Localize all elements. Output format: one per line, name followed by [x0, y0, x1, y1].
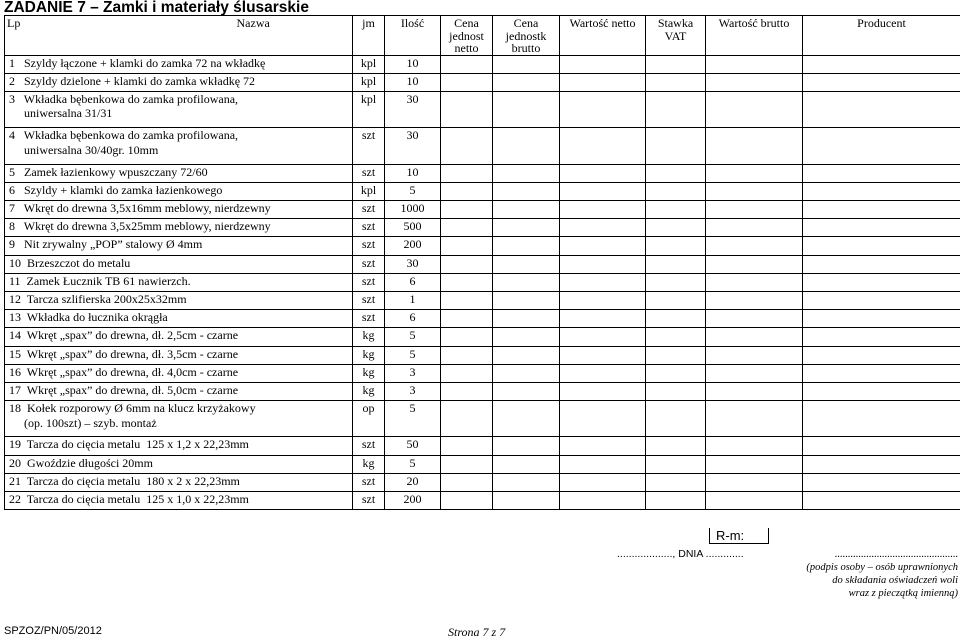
- item-unit-cell: kg: [353, 328, 385, 346]
- item-empty-cell: [493, 237, 560, 255]
- item-empty-cell: [706, 128, 803, 164]
- item-empty-cell: [441, 455, 493, 473]
- item-unit-cell: szt: [353, 201, 385, 219]
- header-jm: jm: [353, 16, 385, 56]
- item-empty-cell: [560, 273, 646, 291]
- signature-note-3: wraz z pieczątką imienną): [790, 587, 958, 600]
- header-lp: Lp: [7, 16, 20, 30]
- signature-note-2: do składania oświadczeń woli: [790, 574, 958, 587]
- item-empty-cell: [493, 455, 560, 473]
- table-row: [5, 328, 960, 346]
- item-empty-cell: [803, 273, 960, 291]
- header-cena-brutto: Cena jednostk brutto: [493, 16, 560, 56]
- item-empty-cell: [646, 164, 706, 182]
- item-empty-cell: [706, 382, 803, 400]
- header-stawka-vat: Stawka VAT: [646, 16, 706, 56]
- item-unit-cell: szt: [353, 437, 385, 455]
- table-row: [5, 401, 960, 437]
- item-empty-cell: [706, 182, 803, 200]
- item-quantity-cell: 10: [385, 73, 441, 91]
- table-row: [5, 382, 960, 400]
- item-empty-cell: [560, 473, 646, 491]
- item-empty-cell: [493, 291, 560, 309]
- header-wartosc-brutto: Wartość brutto: [706, 16, 803, 56]
- item-empty-cell: [646, 255, 706, 273]
- header-cena-netto: Cena jednost netto: [441, 16, 493, 56]
- item-empty-cell: [706, 255, 803, 273]
- item-unit-cell: szt: [353, 219, 385, 237]
- item-empty-cell: [441, 182, 493, 200]
- item-empty-cell: [646, 473, 706, 491]
- item-empty-cell: [441, 273, 493, 291]
- item-empty-cell: [493, 364, 560, 382]
- table-row: [5, 455, 960, 473]
- item-unit-cell: szt: [353, 237, 385, 255]
- document-title: ZADANIE 7 – Zamki i materiały ślusarskie: [4, 0, 309, 16]
- item-empty-cell: [803, 401, 960, 437]
- item-unit-cell: op: [353, 401, 385, 437]
- item-quantity-cell: 200: [385, 492, 441, 510]
- item-empty-cell: [560, 182, 646, 200]
- header-nazwa: Nazwa: [237, 17, 270, 30]
- item-empty-cell: [803, 164, 960, 182]
- item-quantity-cell: 5: [385, 401, 441, 437]
- item-empty-cell: [706, 473, 803, 491]
- item-empty-cell: [646, 237, 706, 255]
- item-empty-cell: [493, 182, 560, 200]
- item-unit-cell: kpl: [353, 91, 385, 127]
- table-row: [5, 273, 960, 291]
- signature-dots: ...............................................: [790, 548, 958, 561]
- item-empty-cell: [646, 310, 706, 328]
- item-empty-cell: [803, 55, 960, 73]
- item-empty-cell: [646, 437, 706, 455]
- item-empty-cell: [646, 273, 706, 291]
- items-body: [5, 55, 960, 510]
- item-empty-cell: [560, 91, 646, 127]
- item-empty-cell: [646, 455, 706, 473]
- table-row: [5, 201, 960, 219]
- item-empty-cell: [493, 128, 560, 164]
- item-quantity-cell: 20: [385, 473, 441, 491]
- item-empty-cell: [441, 164, 493, 182]
- item-name-cell: 15 Wkręt „spax” do drewna, dł. 3,5cm - czarne: [5, 346, 353, 364]
- item-quantity-cell: 500: [385, 219, 441, 237]
- item-empty-cell: [803, 182, 960, 200]
- item-quantity-cell: 1000: [385, 201, 441, 219]
- rm-label: R-m:: [709, 528, 769, 544]
- item-empty-cell: [803, 328, 960, 346]
- header-lp-nazwa: [5, 16, 353, 56]
- item-empty-cell: [441, 237, 493, 255]
- item-name-cell: 14 Wkręt „spax” do drewna, dł. 2,5cm - czarne: [5, 328, 353, 346]
- item-unit-cell: szt: [353, 492, 385, 510]
- item-empty-cell: [441, 364, 493, 382]
- footer-doc-code: SPZOZ/PN/05/2012: [4, 625, 102, 637]
- item-quantity-cell: 3: [385, 364, 441, 382]
- item-empty-cell: [493, 201, 560, 219]
- item-empty-cell: [560, 382, 646, 400]
- item-name-cell: 2 Szyldy dzielone + klamki do zamka wkładkę 72: [5, 73, 353, 91]
- item-empty-cell: [493, 219, 560, 237]
- item-empty-cell: [646, 401, 706, 437]
- item-name-cell: 6 Szyldy + klamki do zamka łazienkowego: [5, 182, 353, 200]
- item-unit-cell: kg: [353, 364, 385, 382]
- item-name-cell: 22 Tarcza do cięcia metalu 125 x 1,0 x 22,23mm: [5, 492, 353, 510]
- item-empty-cell: [441, 346, 493, 364]
- item-unit-cell: szt: [353, 310, 385, 328]
- item-empty-cell: [646, 55, 706, 73]
- item-empty-cell: [560, 164, 646, 182]
- item-unit-cell: kpl: [353, 73, 385, 91]
- item-empty-cell: [646, 73, 706, 91]
- item-empty-cell: [560, 455, 646, 473]
- item-empty-cell: [803, 473, 960, 491]
- table-row: [5, 182, 960, 200]
- item-empty-cell: [803, 91, 960, 127]
- item-empty-cell: [803, 382, 960, 400]
- item-empty-cell: [493, 255, 560, 273]
- item-quantity-cell: 1: [385, 291, 441, 309]
- item-empty-cell: [560, 401, 646, 437]
- item-empty-cell: [646, 201, 706, 219]
- item-empty-cell: [706, 455, 803, 473]
- item-unit-cell: kg: [353, 455, 385, 473]
- signature-note-1: (podpis osoby – osób uprawnionych: [790, 561, 958, 574]
- item-empty-cell: [441, 219, 493, 237]
- item-empty-cell: [803, 201, 960, 219]
- item-name-cell: 17 Wkręt „spax” do drewna, dł. 5,0cm - czarne: [5, 382, 353, 400]
- item-unit-cell: szt: [353, 473, 385, 491]
- item-name-cell: 16 Wkręt „spax” do drewna, dł. 4,0cm - czarne: [5, 364, 353, 382]
- item-empty-cell: [441, 382, 493, 400]
- item-empty-cell: [646, 128, 706, 164]
- item-unit-cell: kg: [353, 346, 385, 364]
- item-empty-cell: [706, 91, 803, 127]
- item-empty-cell: [441, 401, 493, 437]
- item-empty-cell: [706, 219, 803, 237]
- item-name-cell: 20 Gwoździe długości 20mm: [5, 455, 353, 473]
- item-empty-cell: [493, 273, 560, 291]
- item-empty-cell: [646, 492, 706, 510]
- items-table: [4, 15, 960, 510]
- item-empty-cell: [646, 182, 706, 200]
- item-name-cell: 1 Szyldy łączone + klamki do zamka 72 na wkładkę: [5, 55, 353, 73]
- item-empty-cell: [560, 328, 646, 346]
- item-name-cell: 19 Tarcza do cięcia metalu 125 x 1,2 x 22,23mm: [5, 437, 353, 455]
- item-empty-cell: [441, 73, 493, 91]
- item-name-cell: 13 Wkładka do łucznika okrągła: [5, 310, 353, 328]
- item-empty-cell: [493, 310, 560, 328]
- item-empty-cell: [706, 55, 803, 73]
- table-row: [5, 364, 960, 382]
- table-row: [5, 346, 960, 364]
- item-empty-cell: [803, 255, 960, 273]
- item-empty-cell: [441, 91, 493, 127]
- item-quantity-cell: 200: [385, 237, 441, 255]
- item-unit-cell: szt: [353, 273, 385, 291]
- item-empty-cell: [706, 73, 803, 91]
- item-name-cell: 5 Zamek łazienkowy wpuszczany 72/60: [5, 164, 353, 182]
- item-empty-cell: [803, 492, 960, 510]
- item-empty-cell: [706, 401, 803, 437]
- item-empty-cell: [706, 237, 803, 255]
- item-empty-cell: [441, 310, 493, 328]
- item-empty-cell: [803, 237, 960, 255]
- item-empty-cell: [706, 328, 803, 346]
- item-empty-cell: [706, 201, 803, 219]
- table-row: [5, 73, 960, 91]
- header-ilosc: Ilość: [385, 16, 441, 56]
- item-name-cell: 21 Tarcza do cięcia metalu 180 x 2 x 22,23mm: [5, 473, 353, 491]
- item-empty-cell: [706, 364, 803, 382]
- header-row: [5, 16, 960, 56]
- item-quantity-cell: 10: [385, 55, 441, 73]
- item-unit-cell: kpl: [353, 55, 385, 73]
- item-empty-cell: [441, 291, 493, 309]
- item-empty-cell: [560, 364, 646, 382]
- item-empty-cell: [803, 310, 960, 328]
- item-name-cell: 8 Wkręt do drewna 3,5x25mm meblowy, nierdzewny: [5, 219, 353, 237]
- item-unit-cell: kg: [353, 382, 385, 400]
- item-empty-cell: [646, 291, 706, 309]
- item-quantity-cell: 6: [385, 310, 441, 328]
- item-empty-cell: [560, 255, 646, 273]
- table-row: [5, 128, 960, 164]
- item-empty-cell: [803, 364, 960, 382]
- item-empty-cell: [441, 328, 493, 346]
- item-empty-cell: [560, 291, 646, 309]
- item-empty-cell: [493, 164, 560, 182]
- item-quantity-cell: 3: [385, 382, 441, 400]
- table-row: [5, 55, 960, 73]
- item-quantity-cell: 30: [385, 91, 441, 127]
- item-empty-cell: [560, 128, 646, 164]
- item-empty-cell: [706, 164, 803, 182]
- item-empty-cell: [560, 310, 646, 328]
- item-name-cell: 12 Tarcza szlifierska 200x25x32mm: [5, 291, 353, 309]
- table-row: [5, 291, 960, 309]
- table-row: [5, 219, 960, 237]
- item-empty-cell: [560, 492, 646, 510]
- item-unit-cell: szt: [353, 255, 385, 273]
- item-empty-cell: [493, 437, 560, 455]
- item-empty-cell: [493, 473, 560, 491]
- table-row: [5, 310, 960, 328]
- signature-block: [790, 548, 958, 600]
- table-row: [5, 473, 960, 491]
- item-quantity-cell: 5: [385, 455, 441, 473]
- item-empty-cell: [803, 437, 960, 455]
- item-name-cell: 10 Brzeszczot do metalu: [5, 255, 353, 273]
- item-empty-cell: [560, 237, 646, 255]
- item-empty-cell: [646, 91, 706, 127]
- item-empty-cell: [560, 219, 646, 237]
- item-unit-cell: szt: [353, 291, 385, 309]
- item-empty-cell: [706, 291, 803, 309]
- item-empty-cell: [493, 492, 560, 510]
- table-row: [5, 492, 960, 510]
- item-quantity-cell: 5: [385, 182, 441, 200]
- item-name-cell: 11 Zamek Łucznik TB 61 nawierzch.: [5, 273, 353, 291]
- item-empty-cell: [441, 201, 493, 219]
- item-empty-cell: [706, 492, 803, 510]
- item-empty-cell: [493, 346, 560, 364]
- header-wartosc-netto: Wartość netto: [560, 16, 646, 56]
- item-empty-cell: [560, 346, 646, 364]
- item-empty-cell: [560, 437, 646, 455]
- item-name-cell: 3 Wkładka bębenkowa do zamka profilowana, uniwersalna 31/31: [5, 91, 353, 127]
- item-empty-cell: [706, 346, 803, 364]
- item-empty-cell: [803, 73, 960, 91]
- item-quantity-cell: 30: [385, 128, 441, 164]
- item-empty-cell: [646, 328, 706, 346]
- item-quantity-cell: 30: [385, 255, 441, 273]
- item-empty-cell: [441, 437, 493, 455]
- item-quantity-cell: 5: [385, 346, 441, 364]
- item-empty-cell: [803, 219, 960, 237]
- item-empty-cell: [441, 255, 493, 273]
- table-row: [5, 91, 960, 127]
- item-quantity-cell: 5: [385, 328, 441, 346]
- item-empty-cell: [803, 455, 960, 473]
- item-empty-cell: [560, 55, 646, 73]
- item-empty-cell: [646, 364, 706, 382]
- item-name-cell: 18 Kołek rozporowy Ø 6mm na klucz krzyżakowy (op. 100szt) – szyb. montaż: [5, 401, 353, 437]
- item-empty-cell: [493, 55, 560, 73]
- item-name-cell: 9 Nit zrywalny „POP” stalowy Ø 4mm: [5, 237, 353, 255]
- header-producent: Producent: [803, 16, 960, 56]
- item-empty-cell: [493, 91, 560, 127]
- item-quantity-cell: 10: [385, 164, 441, 182]
- item-empty-cell: [493, 382, 560, 400]
- item-empty-cell: [493, 401, 560, 437]
- item-unit-cell: kpl: [353, 182, 385, 200]
- item-empty-cell: [803, 346, 960, 364]
- item-empty-cell: [803, 128, 960, 164]
- item-empty-cell: [803, 291, 960, 309]
- item-empty-cell: [493, 73, 560, 91]
- item-empty-cell: [646, 346, 706, 364]
- date-line: ..................., DNIA .............: [617, 548, 744, 561]
- item-empty-cell: [441, 492, 493, 510]
- item-empty-cell: [441, 473, 493, 491]
- table-row: [5, 255, 960, 273]
- item-empty-cell: [560, 73, 646, 91]
- item-unit-cell: szt: [353, 164, 385, 182]
- item-unit-cell: szt: [353, 128, 385, 164]
- item-empty-cell: [441, 55, 493, 73]
- table-row: [5, 164, 960, 182]
- item-empty-cell: [706, 273, 803, 291]
- item-empty-cell: [646, 382, 706, 400]
- item-empty-cell: [706, 437, 803, 455]
- item-empty-cell: [706, 310, 803, 328]
- item-name-cell: 7 Wkręt do drewna 3,5x16mm meblowy, nierdzewny: [5, 201, 353, 219]
- item-quantity-cell: 50: [385, 437, 441, 455]
- table-row: [5, 437, 960, 455]
- footer-page-number: Strona 7 z 7: [448, 625, 505, 640]
- table-row: [5, 237, 960, 255]
- item-empty-cell: [441, 128, 493, 164]
- item-quantity-cell: 6: [385, 273, 441, 291]
- item-empty-cell: [493, 328, 560, 346]
- item-empty-cell: [646, 219, 706, 237]
- item-name-cell: 4 Wkładka bębenkowa do zamka profilowana, uniwersalna 30/40gr. 10mm: [5, 128, 353, 164]
- item-empty-cell: [560, 201, 646, 219]
